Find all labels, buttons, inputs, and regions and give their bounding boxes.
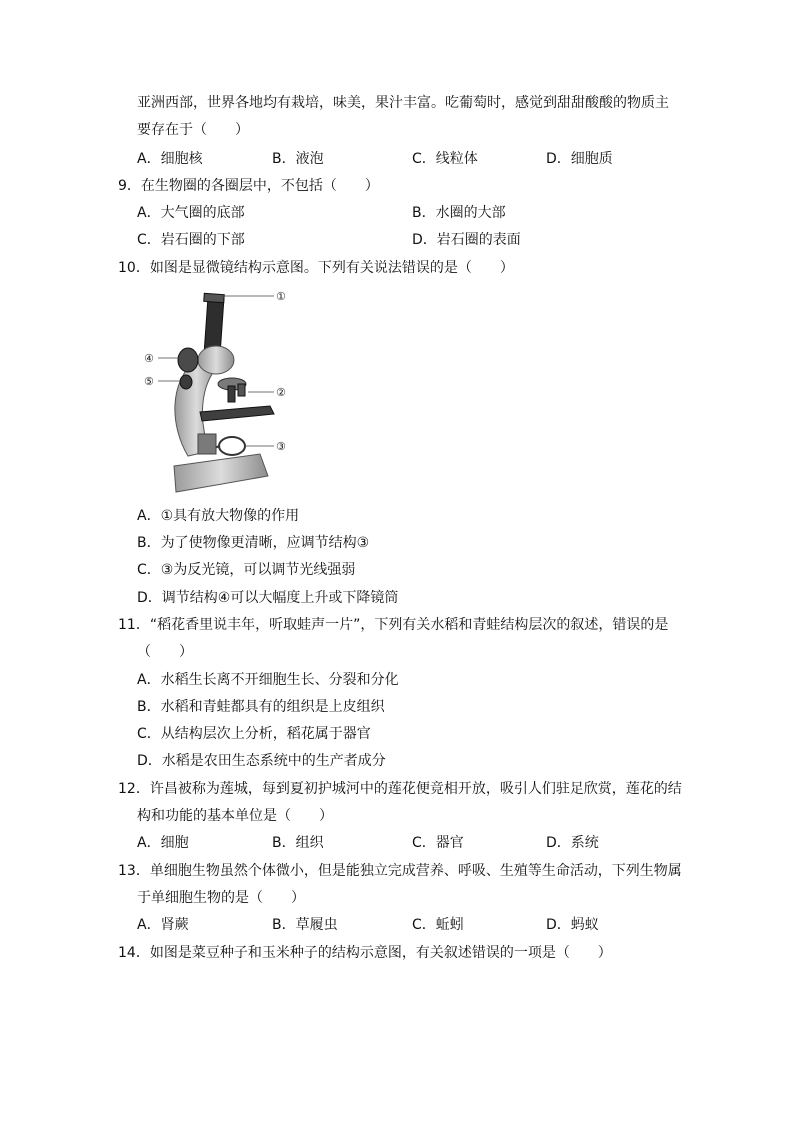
q11-stem-line2: （ ） — [137, 644, 193, 660]
q9-option-b[interactable]: B．水圈的大部 — [412, 205, 506, 221]
q12-option-c[interactable]: C．器官 — [412, 835, 464, 851]
q8-stem-line1: 亚洲西部，世界各地均有栽培，味美，果汁丰富。吃葡萄时，感觉到甜甜酸酸的物质主 — [137, 95, 669, 111]
q10-option-d[interactable]: D．调节结构④可以大幅度上升或下降镜筒 — [137, 590, 399, 606]
q13-option-b[interactable]: B．草履虫 — [272, 917, 338, 933]
q13-stem-line2: 于单细胞生物的是（ ） — [137, 890, 305, 906]
q8-option-a[interactable]: A．细胞核 — [137, 151, 203, 167]
q10-option-a[interactable]: A．①具有放大物像的作用 — [137, 508, 300, 524]
q11-stem-line1: 11．“稻花香里说丰年，听取蛙声一片”，下列有关水稻和青蛙结构层次的叙述，错误的是 — [118, 617, 669, 633]
microscope-head — [198, 346, 234, 374]
q12-stem-line2: 构和功能的基本单位是（ ） — [137, 808, 333, 824]
q11-option-d[interactable]: D．水稻是农田生态系统中的生产者成分 — [137, 753, 386, 769]
q9-option-d[interactable]: D．岩石圈的表面 — [412, 232, 521, 248]
q14-stem: 14．如图是菜豆种子和玉米种子的结构示意图，有关叙述错误的一项是（ ） — [118, 945, 612, 961]
eyepiece-top — [204, 293, 225, 302]
q13-option-a[interactable]: A．肾蕨 — [137, 917, 189, 933]
q12-stem-line1: 12．许昌被称为莲城，每到夏初护城河中的莲花便竞相开放，吸引人们驻足欣赏，莲花的结 — [118, 781, 682, 797]
microscope-base — [174, 454, 268, 492]
q8-option-d[interactable]: D．细胞质 — [546, 151, 613, 167]
q9-stem: 9．在生物圈的各圈层中，不包括（ ） — [118, 178, 379, 194]
coarse-focus-knob — [178, 348, 198, 372]
q13-option-d[interactable]: D．蚂蚁 — [546, 917, 599, 933]
q8-option-b[interactable]: B．液泡 — [272, 151, 324, 167]
mirror — [219, 437, 245, 455]
q11-option-c[interactable]: C．从结构层次上分析，稻花属于器官 — [137, 726, 371, 742]
q13-stem-line1: 13．单细胞生物虽然个体微小，但是能独立完成营养、呼吸、生殖等生命活动，下列生物属 — [118, 863, 682, 879]
q9-option-a[interactable]: A．大气圈的底部 — [137, 205, 245, 221]
label-3: ③ — [276, 440, 286, 453]
q9-option-c[interactable]: C．岩石圈的下部 — [137, 232, 245, 248]
q11-option-b[interactable]: B．水稻和青蛙都具有的组织是上皮组织 — [137, 699, 385, 715]
label-2: ② — [276, 386, 286, 399]
label-5: ⑤ — [144, 375, 154, 388]
fine-focus-knob — [180, 375, 192, 389]
q10-option-c[interactable]: C．③为反光镜，可以调节光线强弱 — [137, 562, 356, 578]
objective-lens — [228, 386, 235, 402]
microscope-figure — [140, 286, 300, 496]
objective-lens — [238, 384, 245, 396]
label-4: ④ — [144, 352, 154, 365]
q8-stem-line2: 要存在于（ ） — [137, 122, 249, 138]
q12-option-a[interactable]: A．细胞 — [137, 835, 189, 851]
q11-option-a[interactable]: A．水稻生长离不开细胞生长、分裂和分化 — [137, 672, 399, 688]
q13-option-c[interactable]: C．蚯蚓 — [412, 917, 464, 933]
label-1: ① — [276, 290, 286, 303]
q10-stem: 10．如图是显微镜结构示意图。下列有关说法错误的是（ ） — [118, 260, 514, 276]
q8-option-c[interactable]: C．线粒体 — [412, 151, 478, 167]
q12-option-b[interactable]: B．组织 — [272, 835, 324, 851]
q10-option-b[interactable]: B．为了使物像更清晰，应调节结构③ — [137, 535, 370, 551]
microscope-stage — [200, 406, 274, 421]
q12-option-d[interactable]: D．系统 — [546, 835, 599, 851]
